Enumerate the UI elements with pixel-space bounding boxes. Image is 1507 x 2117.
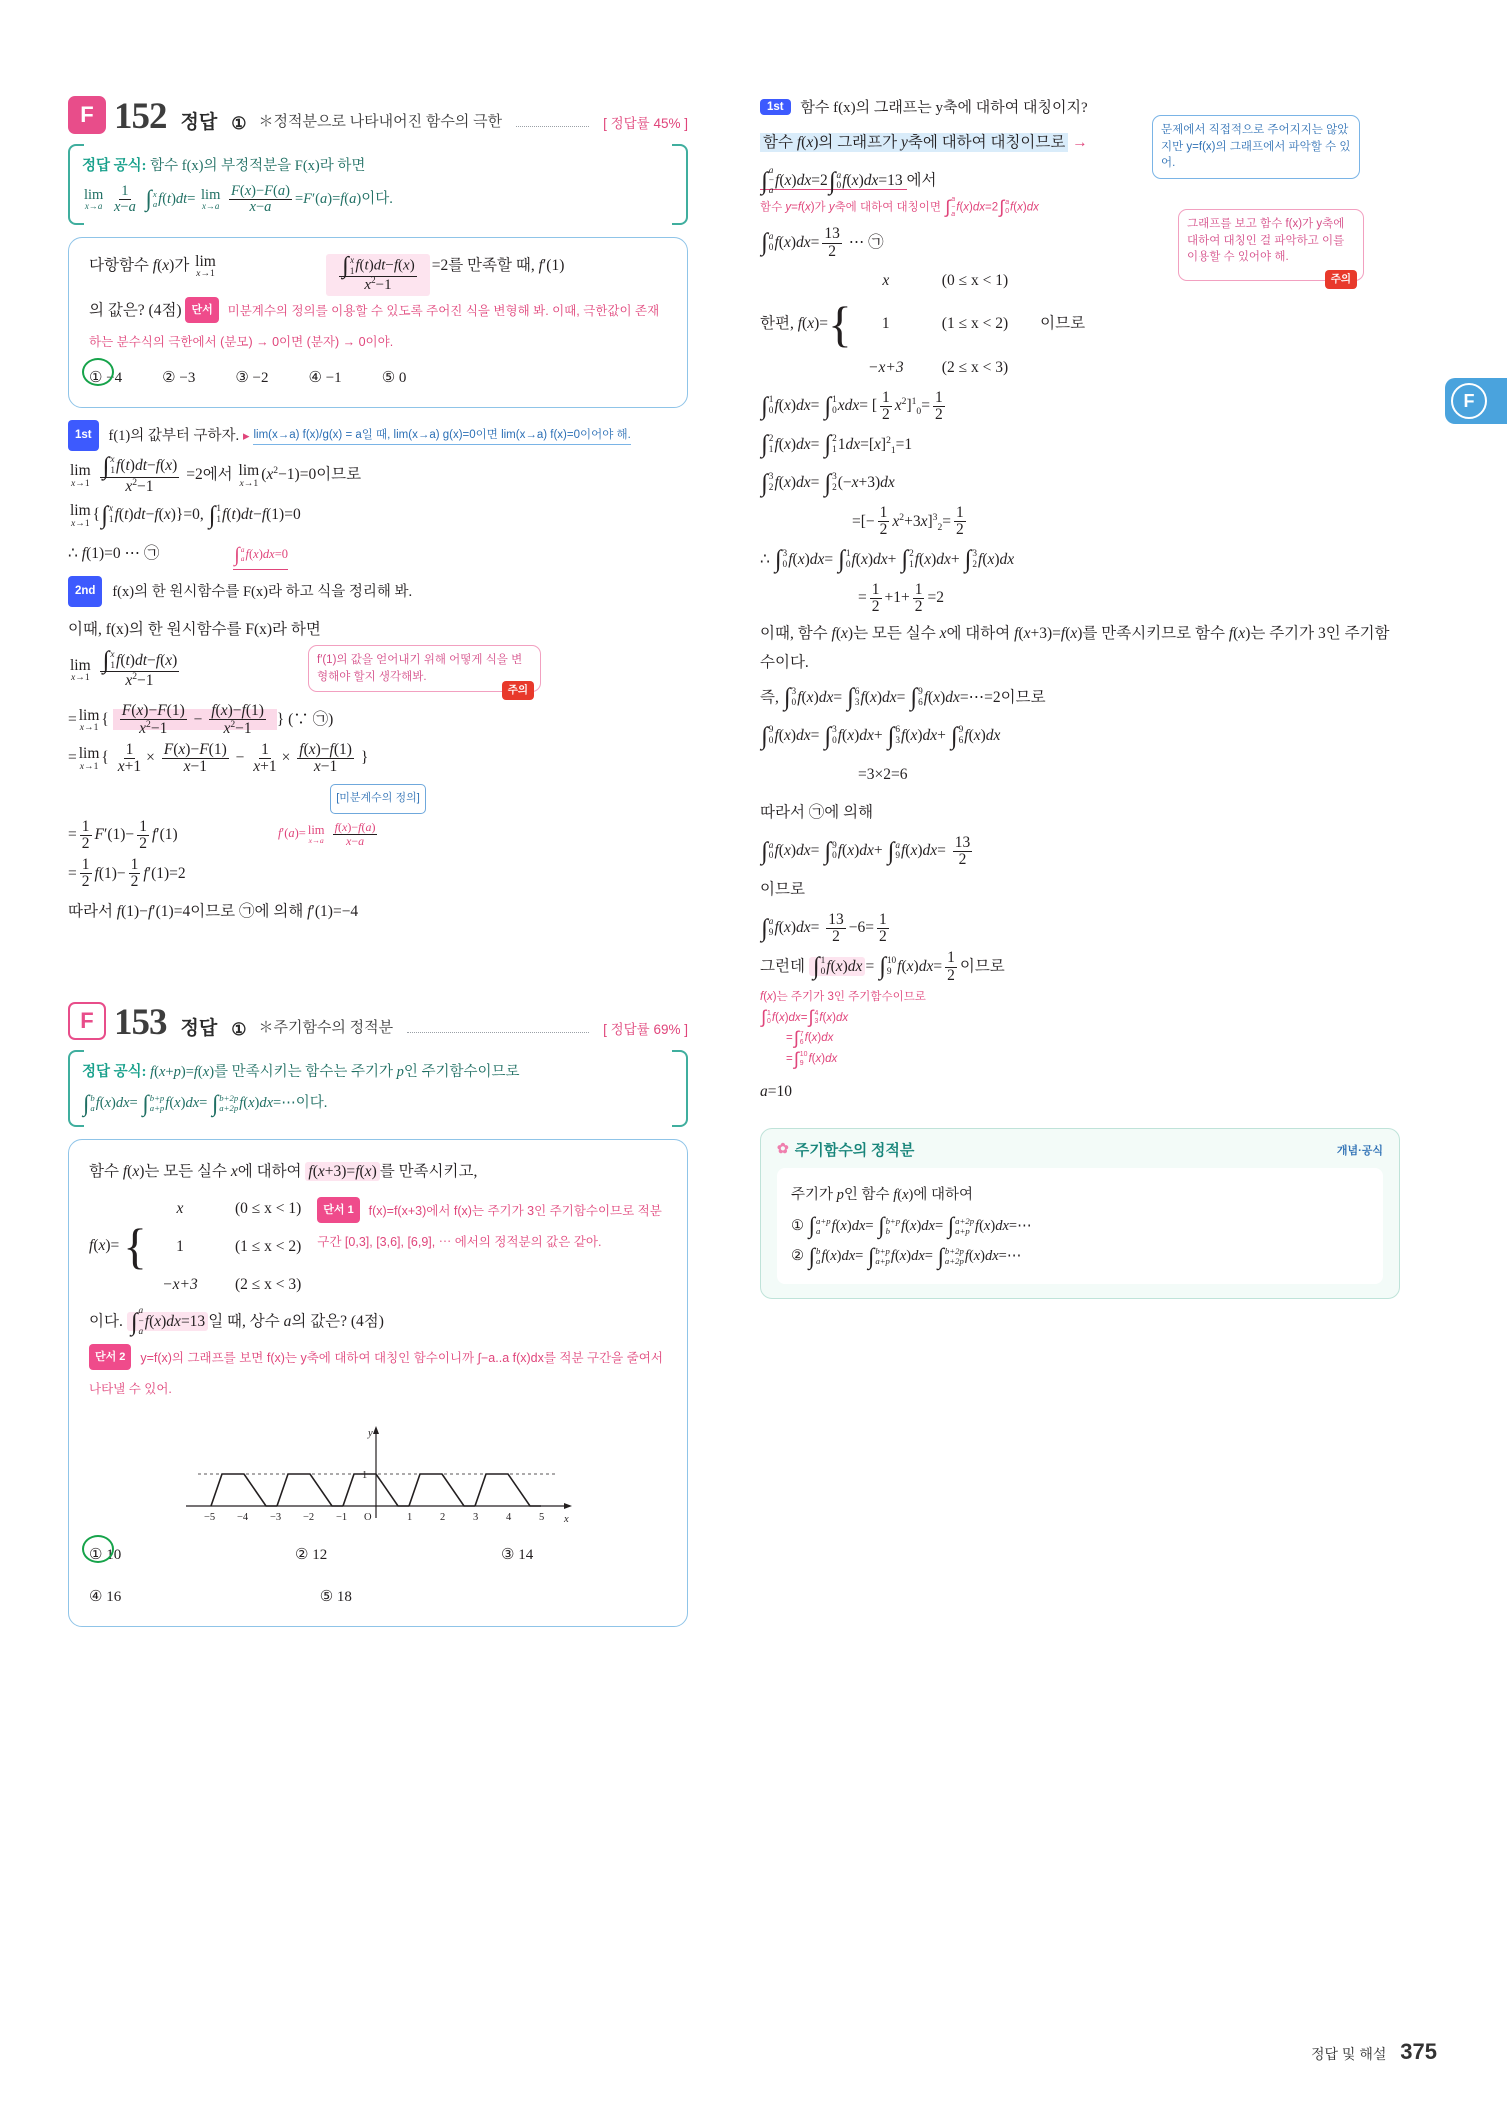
choice-153-3[interactable]: ③ 14	[501, 1546, 534, 1563]
sol153-line4-prefix: 한편, f(x)=	[760, 315, 828, 333]
definition-formula: f′(a)= lim x→a $\frac{f(x)-f(a)}{x-a}$	[278, 820, 376, 848]
note-zero-integral: ∫ a a f(x)dx=0	[233, 540, 288, 570]
sol153-line12: 즉, ∫ 3 0 f(x)dx= ∫ 6 3 f(x)dx= ∫ 9 6 f(x)dx=⋯=2이므로	[760, 684, 1046, 712]
svg-text:O: O	[364, 1511, 372, 1523]
problem-153-title: ＊주기함수의 정적분	[258, 1020, 394, 1037]
warning-badge: 주의	[502, 681, 534, 700]
sol153-line17: 이므로	[760, 880, 805, 898]
sol153-line13: ∫ 9 0 f(x)dx= ∫ 3 0 f(x)dx+ ∫ 6 3 f(x)dx+ ∫ 9 6 f(x)dx	[761, 722, 1001, 750]
problem-153-formula-box	[68, 1050, 688, 1127]
step-1-badge: 1st	[68, 420, 99, 451]
sol153-pinknote: f(x)는 주기가 3인 주기함수이므로 ∫ 1 0 f(x)dx= ∫ 4 3 f(x)dx = ∫ 7 6 f(x)dx = ∫ 10 9 f(x)dx	[760, 991, 926, 1069]
problem-153-rate: [ 정답률 69% ]	[603, 1022, 688, 1038]
svg-text:−2: −2	[303, 1511, 315, 1523]
choice-2[interactable]: ② −3	[162, 369, 196, 386]
sol153-line7: ∫ 3 2 f(x)dx= ∫ 3 2 (−x+3)dx	[761, 469, 895, 497]
problem-152-number: 152	[114, 95, 167, 137]
choice-5[interactable]: ⑤ 0	[381, 369, 407, 386]
svg-text:3: 3	[473, 1511, 479, 1523]
sol153-line11: 이때, 함수 f(x)는 모든 실수 x에 대하여 f(x+3)=f(x)를 만족시키므로 함수 f(x)는 주기가 3인 주기함수이다.	[760, 624, 1390, 672]
hint-2-badge: 단서 2	[89, 1344, 131, 1370]
hint-1-badge: 단서 1	[317, 1197, 359, 1223]
solution-line-g: = lim x→1 { $\frac{1}{x+1}$ × $\frac{F(x)-F(1)}{x-1}$ − $\frac{1}{x+1}$ × $\frac{f(x)-f(1)}{x-1}$ }	[68, 740, 369, 776]
svg-text:−1: −1	[336, 1511, 348, 1523]
dot-leader	[516, 125, 589, 127]
concept-box-periodic-integral	[760, 1128, 1400, 1298]
concept-header	[777, 1139, 1383, 1160]
chapter-tab-f	[1445, 378, 1507, 424]
step-1-badge-153: 1st	[760, 99, 791, 115]
problem-152-header	[68, 95, 688, 137]
sol-case-expr-1: x	[882, 272, 890, 290]
dot-leader-2	[407, 1031, 589, 1033]
formula-math: lim x→a $\frac{1}{x-a}$ ∫ x a f(t)dt= lim x→a $\frac{F(x)-F(a)}{x-a}$ =F′(a)=f(a)이다.	[84, 182, 393, 216]
hint-text: 미분계수의 정의를 이용할 수 있도록 주어진 식을 변형해 봐. 이때, 극한값이 존재하는 분수식의 극한에서 (분모) → 0이면 (분자) → 0이야.	[89, 303, 660, 349]
solution-line-b: lim x→1 { ∫ x 1 f(t)dt−f(x)}=0, ∫ 1 1 f(t)dt−f(1)=0	[70, 501, 301, 529]
sol153-line3: ∫ a 0 f(x)dx= $\frac{13}{2}$ ⋯ ㉠	[761, 225, 884, 260]
case-expr-3: −x+3	[162, 1275, 198, 1293]
case-cond-3: (2 ≤ x < 3)	[234, 1275, 302, 1293]
step-2-text: f(x)의 한 원시함수를 F(x)라 하고 식을 정리해 봐.	[112, 584, 413, 601]
problem-153-question-line2: 이다. ∫ a − a f(x)dx=13 일 때, 상수 a의 값은? (4점)	[89, 1306, 384, 1337]
problem-152-answer-label: 정답	[180, 112, 218, 133]
page-number: 375	[1400, 2039, 1437, 2064]
choice-153-5[interactable]: ⑤ 18	[319, 1588, 352, 1605]
sol153-line5: ∫ 1 0 f(x)dx= ∫ 1 0 xdx= [ $\frac{1}{2}$ $x^2]^1_0=$ $\frac{1}{2}$	[761, 388, 943, 424]
solution-line-d: 이때, f(x)의 한 원시함수를 F(x)라 하면	[68, 621, 321, 639]
step-1-text: f(1)의 값부터 구하자.	[108, 427, 240, 444]
solution-line-h: = $\frac{1}{2}$ F′(1)− $\frac{1}{2}$ f′(1) f′(a)= lim x→a $\frac{f(x)-f(a)}{x-a}$	[68, 817, 688, 853]
hint-1-text: f(x)=f(x+3)에서 f(x)는 주기가 3인 주기함수이므로 적분 구간 [0,3], [3,6], [6,9], ⋯ 에서의 정적분의 값은 같아.	[317, 1203, 662, 1249]
step-2-line	[68, 574, 688, 610]
page-footer	[1311, 2039, 1437, 2065]
concept-item-1: ① ∫ a+p a f(x)dx= ∫ b+p b f(x)dx= ∫ a+2p a+p f(x)dx=⋯	[791, 1213, 1032, 1240]
sol153-line20: a=10	[760, 1082, 792, 1100]
case-expr-2: 1	[176, 1237, 184, 1255]
problem-153-header	[68, 1002, 688, 1044]
problem-153-question-line1: 함수 f(x)는 모든 실수 x에 대하여 f(x+3)=f(x) 를 만족시키고,	[89, 1162, 478, 1180]
left-column	[68, 96, 688, 1627]
sol153-line8: =[− $\frac{1}{2}$ $x^2+3x]^3_2=$ $\frac{1}{2}$	[852, 504, 964, 539]
graph-svg	[168, 1414, 588, 1534]
solution-153-step-1	[760, 96, 1400, 117]
problem-152-solution	[68, 418, 688, 930]
chapter-tab-label: F	[1451, 383, 1487, 419]
solution-line-a: lim x→1 ∫ x 1 f(t)dt−f(x) $x^2-1$ =2에서 lim x→1 $(x^2-1)=0$이므로	[70, 452, 362, 495]
problem-152-rate: [ 정답률 45% ]	[603, 116, 688, 131]
problem-152-question-line1: 다항함수 f(x)가 lim x→1 =2를 만족할 때, f′(1)	[89, 252, 565, 280]
concept-intro: 주기가 p인 함수 f(x)에 대하여	[791, 1187, 973, 1204]
svg-text:−5: −5	[204, 1511, 216, 1523]
choice-4[interactable]: ④ −1	[308, 369, 342, 386]
svg-text:1: 1	[407, 1511, 413, 1523]
concept-body	[777, 1168, 1383, 1283]
sol153-line16: ∫ a 0 f(x)dx= ∫ 9 0 f(x)dx+ ∫ a 9 f(x)dx= $\frac{13}{2}$	[761, 834, 971, 869]
formula-text: 함수 f(x)의 부정적분을 F(x)라 하면	[150, 158, 366, 174]
sol153-line14: =3×2=6	[858, 765, 908, 783]
sol153-line6: ∫ 2 1 f(x)dx= ∫ 2 1 $1dx=[x]^2_1=1$	[761, 431, 913, 459]
problem-153-answer-value: ①	[231, 1020, 247, 1040]
problem-153-badge: F	[68, 1002, 106, 1040]
step-2-badge: 2nd	[68, 576, 102, 607]
formula-math-2: ∫ b a f(x)dx= ∫ b+p a+p f(x)dx= ∫ b+2p a+2p f(x)dx=⋯이다.	[83, 1090, 328, 1117]
choice-153-1[interactable]: ① 10	[89, 1540, 255, 1570]
sol153-line1: 함수 f(x)의 그래프가 y축에 대하여 대칭이므로 →	[760, 125, 1400, 161]
solution-line-c: ∴ f(1)=0 ⋯ ㉠ ∫ a a f(x)dx=0	[68, 536, 688, 572]
case-cond-1: (0 ≤ x < 1)	[234, 1199, 302, 1217]
problem-152-question-box: ∫ x 1 f(t)dt−f(x) $x^2-1$ 다항함수 f(x)가 lim x→1 =2를 만족할 때, f′(1) 의 값은? (4점) 단서 미분계수의 정의를 이용할 수 있도록 주어진 식을 변형해 봐. 이때, 극한값이 존재하는 분수식의 극한에서 (분모) → 0이면 (분자) → 0이야. ① −4 ② −3 ③ −2 ④ −1 ⑤ 0	[68, 237, 688, 408]
problem-152-formula-box	[68, 144, 688, 225]
formula-caption-2: 정답 공식:	[82, 1064, 147, 1081]
problem-152-answer-value: ①	[231, 114, 247, 133]
sol153-cases-line: 한편, f(x)= { x (0 ≤ x < 1) 1 (1 ≤ x < 2) 이므로 −x+3 (2 ≤ x < 3)	[760, 263, 1400, 386]
sol153-line18: ∫ a 9 f(x)dx= $\frac{13}{2}$ −6= $\frac{1}{2}$	[761, 910, 887, 946]
periodic-function-graph	[168, 1414, 588, 1534]
right-column	[760, 96, 1400, 1299]
svg-text:5: 5	[539, 1511, 545, 1523]
sol-case-cond-1: (0 ≤ x < 1)	[941, 272, 1009, 290]
sol153-line9: ∴ ∫ 3 0 f(x)dx= ∫ 1 0 f(x)dx+ ∫ 2 1 f(x)dx+ ∫ 3 2 f(x)dx	[760, 546, 1015, 574]
sol-case-cond-2: (1 ≤ x < 2)	[941, 315, 1009, 333]
problem-153-choices-row2	[89, 1582, 667, 1612]
sol-case-expr-2: 1	[881, 315, 890, 333]
solution-line-j: 따라서 f(1)−f′(1)=4이므로 ㉠에 의해 f′(1)=−4	[68, 902, 359, 920]
concept-title: 주기함수의 정적분	[794, 1143, 915, 1160]
case-cond-2: (1 ≤ x < 2)	[234, 1237, 302, 1255]
sol153-line2: ∫ a − a f(x)dx=2 ∫ a 0 f(x)dx=13 에서	[761, 165, 937, 197]
sol153-undernote: 함수 y=f(x)가 y축에 대하여 대칭이면 ∫ a − a f(x)dx=2 ∫ a 0 f(x)dx	[760, 195, 1039, 219]
problem-152-question-line2: 의 값은? (4점) 단서 미분계수의 정의를 이용할 수 있도록 주어진 식을 변형해 봐. 이때, 극한값이 존재하는 분수식의 극한에서 (분모) → 0이면 (분자) → 0이야.	[89, 295, 667, 357]
svg-text:x: x	[564, 1513, 569, 1525]
formula-text-2: f(x+p)=f(x)를 만족시키는 함수는 주기가 p인 주기함수이므로	[150, 1064, 520, 1081]
svg-text:2: 2	[440, 1511, 446, 1523]
problem-153-question-box: 함수 f(x)는 모든 실수 x에 대하여 f(x+3)=f(x) 를 만족시키고, f(x)= { x (0 ≤ x < 1) 1 (1 ≤ x < 2) −x+3 (2 ≤ x < 3) 단서 1 f(x)=f(x+3)에서 f(x)는 주기가 3인 주기함수이므로 적분 구간 [0,3], [3,6], [6,9], ⋯ 에서의 정적분의 값은 같아. 이다. ∫ a − a f(x)dx=13 일 때, 상수 a의 값은? (4점) 단서 2 y=f(x)의 그래프를 보면 f(x)는 y축에 대하여 대칭인 함수이니까 ∫−a..a f(x)dx를 적분 구간을 줄여서 나타낼 수 있어. −5 −4 −3 −2 −1 O 1 2 3 4 5 1 y x ① 10 ② 12 ③ 14 ④ 16 ⑤ 18	[68, 1139, 688, 1627]
sol153-line4-suffix: 이므로	[1040, 315, 1086, 333]
solution-line-i: = $\frac{1}{2}$ f(1)− $\frac{1}{2}$ f′(1)=2	[68, 856, 186, 891]
step-1-text-153: 함수 f(x)의 그래프는 y축에 대하여 대칭이지?	[800, 100, 1088, 116]
choice-153-2[interactable]: ② 12	[295, 1546, 328, 1563]
step-1-note: lim(x→a) f(x)/g(x) = a일 때, lim(x→a) g(x)=0이면 lim(x→a) f(x)=0이어야 해.	[253, 427, 630, 445]
warning-badge-153: 주의	[1325, 270, 1357, 289]
problem-152-choices	[89, 363, 667, 393]
sol153-line19: 그런데 ∫ 1 0 f(x)dx = ∫ 10 9 f(x)dx= $\frac{1}{2}$ 이므로	[760, 949, 1005, 984]
callout-bubble-symmetry-warning: 그래프를 보고 함수 f(x)가 y축에 대하여 대칭인 걸 파악하고 이를 이용할 수 있어야 해. 주의	[1178, 209, 1364, 281]
choice-153-4[interactable]: ④ 16	[89, 1588, 122, 1605]
sol153-line10: = $\frac{1}{2}$ +1+ $\frac{1}{2}$ =2	[858, 581, 944, 616]
solution-line-f: = lim x→1 { $\frac{F(x)-F(1)}{x^2-1}$ − $\frac{f(x)-f(1)}{x^2-1}$ } (∵ ㉠)	[68, 701, 334, 738]
svg-text:−4: −4	[237, 1511, 249, 1523]
choice-1[interactable]: ① −4	[89, 363, 122, 393]
footer-label: 정답 및 해설	[1310, 2046, 1387, 2062]
choice-3[interactable]: ③ −2	[235, 369, 269, 386]
problem-153-choices	[89, 1540, 667, 1570]
problem-152-badge: F	[68, 96, 106, 134]
sol-case-cond-3: (2 ≤ x < 3)	[941, 358, 1009, 376]
step-1-line: 1st f(1)의 값부터 구하자. ▸ lim(x→a) f(x)/g(x) = a일 때, lim(x→a) g(x)=0이면 lim(x→a) f(x)=0이어야 해.	[68, 418, 688, 454]
hint-badge: 단서	[185, 297, 218, 323]
sol-case-expr-3: −x+3	[868, 358, 904, 376]
svg-text:4: 4	[506, 1511, 512, 1523]
case-expr-1: x	[176, 1199, 184, 1217]
problem-153-answer-label: 정답	[180, 1018, 218, 1040]
problem-152-title: ＊정적분으로 나타내어진 함수의 극한	[258, 114, 503, 130]
sol153-line15: 따라서 ㉠에 의해	[760, 803, 874, 821]
concept-item-2: ② ∫ b a f(x)dx= ∫ b+p a+p f(x)dx= ∫ b+2p a+2p f(x)dx=⋯	[791, 1243, 1022, 1270]
solution-153-body	[760, 125, 1400, 1110]
callout-bubble-graph-hint: 문제에서 직접적으로 주어지지는 않았지만 y=f(x)의 그래프에서 파악할 수 있어.	[1152, 115, 1360, 179]
svg-text:1: 1	[362, 1469, 368, 1481]
callout-bubble-transform: f′(1)의 값을 얻어내기 위해 어떻게 식을 변형해야 할지 생각해봐. 주의	[308, 645, 541, 692]
svg-text:−3: −3	[270, 1511, 282, 1523]
svg-text:y: y	[368, 1427, 373, 1439]
concept-tag: 개념·공식	[1336, 1144, 1383, 1157]
definition-tag: [미분계수의 정의]	[330, 784, 426, 814]
flower-icon: ✿	[777, 1142, 789, 1158]
hint-2-text: y=f(x)의 그래프를 보면 f(x)는 y축에 대하여 대칭인 함수이니까 ∫−a..a f(x)dx를 적분 구간을 줄여서 나타낼 수 있어.	[89, 1350, 663, 1396]
solution-line-e: lim x→1 ∫ x 1 f(t)dt−f(x) $x^2-1$ f′(1)의 값을 얻어내기 위해 어떻게 식을 변형해야 할지 생각해봐. 주의	[68, 651, 688, 690]
formula-caption: 정답 공식:	[82, 158, 147, 174]
problem-153-number: 153	[114, 1002, 167, 1044]
